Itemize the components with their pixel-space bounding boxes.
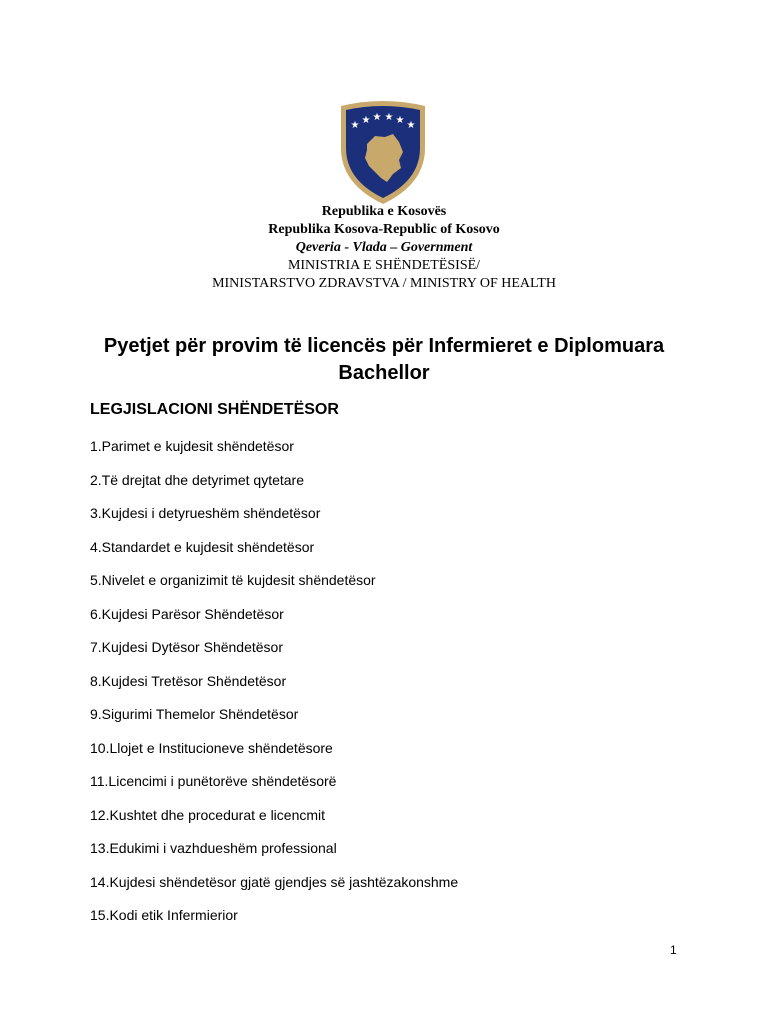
page-number: 1 (670, 943, 677, 957)
list-item: 12.Kushtet dhe procedurat e licencmit (90, 806, 326, 823)
title-line-2: Bachellor (338, 362, 430, 384)
list-item: 10.Llojet e Institucioneve shëndetësore (90, 739, 333, 756)
list-item: 9.Sigurimi Themelor Shëndetësor (90, 706, 299, 722)
header-ministry-sq: MINISTRIA E SHËNDETËSISË/ (287, 258, 481, 273)
list-item: 8.Kujdesi Tretësor Shëndetësor (90, 672, 287, 689)
list-item: 2.Të drejtat dhe detyrimet qytetare (90, 471, 304, 488)
header-government: Qeveria - Vlada – Government (295, 240, 473, 255)
list-item: 1.Parimet e kujdesit shëndetësor (90, 438, 294, 454)
list-item: 5.Nivelet e organizimit të kujdesit shëndetësor (90, 572, 376, 588)
kosovo-coat-of-arms-icon (337, 100, 429, 206)
title-line-1: Pyetjet për provim të licencës për Infermieret e Diplomuara (103, 335, 665, 357)
document-header (0, 203, 768, 293)
list-item: 7.Kujdesi Dytësor Shëndetësor (90, 639, 283, 655)
svg-text:★: ★ (406, 120, 416, 131)
list-item: 3.Kujdesi i detyrueshëm shëndetësor (90, 505, 321, 521)
list-item: 11.Licencimi i punëtorëve shëndetësorë (90, 773, 337, 789)
section-heading: LEGJISLACIONI SHËNDETËSOR (90, 401, 339, 418)
list-item: 13.Edukimi i vazhdueshëm professional (90, 840, 337, 856)
svg-text:★: ★ (361, 115, 371, 126)
header-ministry-sr-en: MINISTARSTVO ZDRAVSTVA / MINISTRY OF HEALTH (212, 276, 556, 291)
header-republic-sq: Republika e Kosovës (321, 204, 447, 219)
svg-text:★: ★ (372, 112, 382, 123)
header-republic-sr-en: Republika Kosova-Republic of Kosovo (268, 222, 500, 237)
list-item: 15.Kodi etik Infermierior (90, 907, 238, 923)
list-item: 14.Kujdesi shëndetësor gjatë gjendjes së jashtëzakonshme (90, 873, 459, 890)
document-title (60, 333, 708, 387)
topic-list (90, 437, 458, 940)
svg-text:★: ★ (384, 112, 394, 123)
svg-text:★: ★ (395, 115, 405, 126)
svg-text:★: ★ (350, 120, 360, 131)
list-item: 6.Kujdesi Parësor Shëndetësor (90, 605, 284, 622)
list-item: 4.Standardet e kujdesit shëndetësor (90, 538, 315, 555)
